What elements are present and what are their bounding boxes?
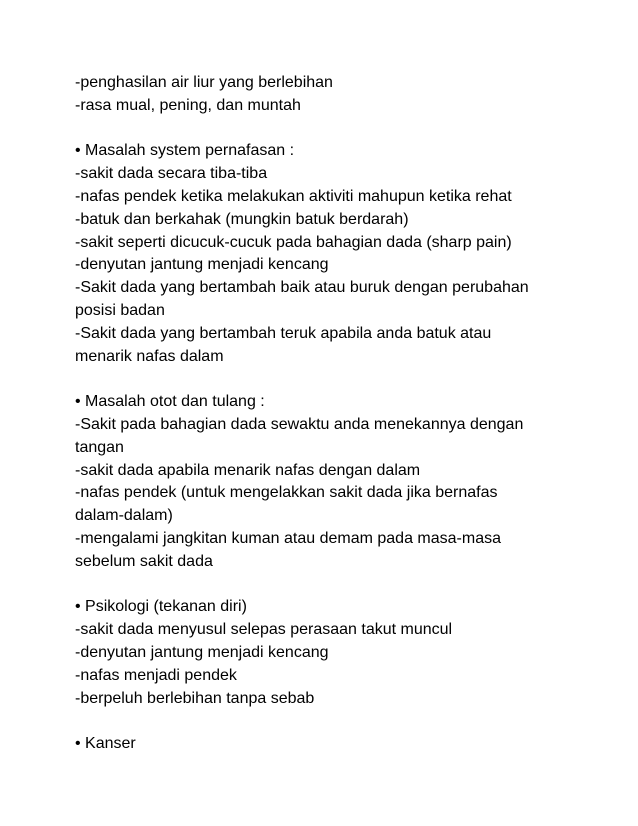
text-line: -nafas pendek ketika melakukan aktiviti mahupun ketika rehat (75, 187, 512, 205)
section-heading: • Masalah system pernafasan : (75, 142, 295, 160)
blank-line (75, 368, 595, 391)
text-line: -nafas menjadi pendek (75, 666, 237, 684)
text-line: -Sakit pada bahagian dada sewaktu anda menekannya dengan (75, 415, 524, 433)
blank-line (75, 118, 595, 141)
text-line: -denyutan jantung menjadi kencang (75, 256, 329, 274)
document-body (75, 72, 595, 756)
text-line: -Sakit dada yang bertambah teruk apabila anda batuk atau (75, 324, 492, 342)
text-line: menarik nafas dalam (75, 347, 224, 365)
blank-line (75, 574, 595, 597)
blank-line (75, 710, 595, 733)
text-line: dalam-dalam) (75, 507, 173, 525)
text-line: -Sakit dada yang bertambah baik atau buruk dengan perubahan (75, 279, 529, 297)
section-heading: • Kanser (75, 735, 136, 753)
section-heading: • Psikologi (tekanan diri) (75, 598, 247, 616)
text-line: -penghasilan air liur yang berlebihan (75, 74, 333, 91)
text-line: -sakit dada secara tiba-tiba (75, 165, 268, 183)
text-line: posisi badan (75, 301, 165, 319)
text-line: -denyutan jantung menjadi kencang (75, 643, 329, 661)
text-line: sebelum sakit dada (75, 552, 213, 570)
text-line: -batuk dan berkahak (mungkin batuk berdarah) (75, 210, 409, 228)
text-line: -nafas pendek (untuk mengelakkan sakit dada jika bernafas (75, 484, 498, 502)
text-line: -sakit seperti dicucuk-cucuk pada bahagian dada (sharp pain) (75, 233, 512, 251)
text-line: -sakit dada menyusul selepas perasaan takut muncul (75, 621, 453, 639)
text-line: -rasa mual, pening, dan muntah (75, 96, 301, 114)
text-line: -berpeluh berlebihan tanpa sebab (75, 689, 315, 707)
section-heading: • Masalah otot dan tulang : (75, 393, 265, 411)
text-line: tangan (75, 438, 124, 456)
text-line: -mengalami jangkitan kuman atau demam pada masa-masa (75, 529, 501, 547)
text-line: -sakit dada apabila menarik nafas dengan dalam (75, 461, 421, 479)
